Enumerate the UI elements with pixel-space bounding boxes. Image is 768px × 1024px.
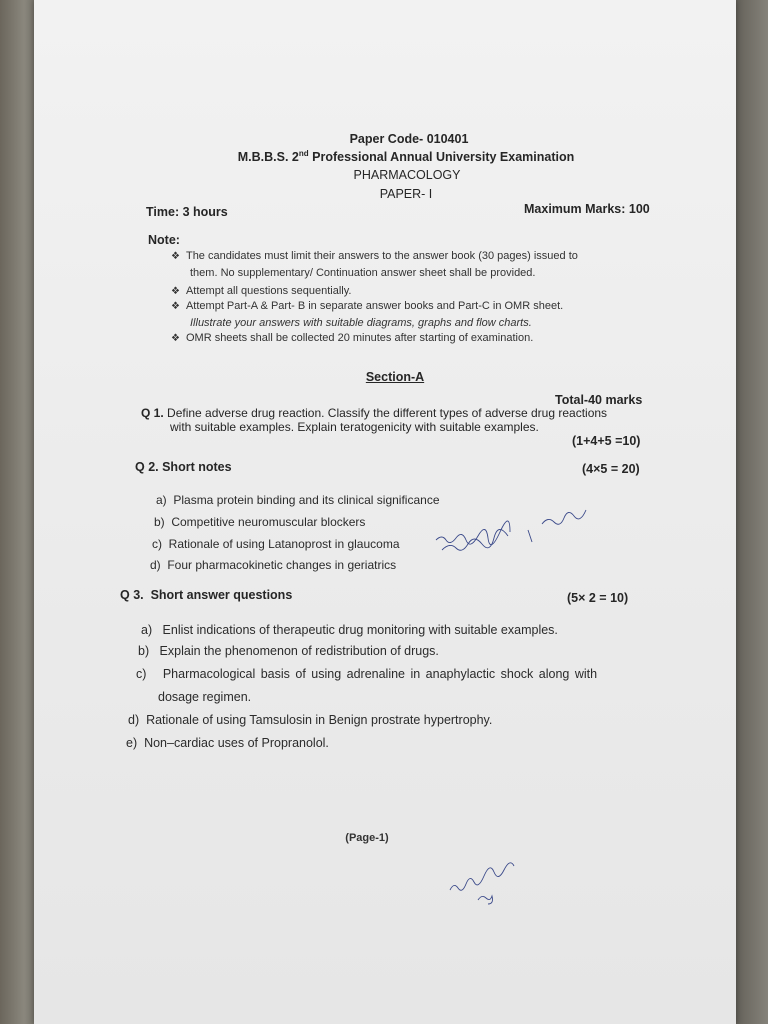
question-3-title: Q 3. Short answer questions xyxy=(120,588,293,602)
maximum-marks: Maximum Marks: 100 xyxy=(524,202,650,216)
paper-code: Paper Code- 010401 xyxy=(349,132,469,146)
section-title: Section-A xyxy=(365,370,425,384)
handwritten-annotation xyxy=(432,500,592,560)
exam-time: Time: 3 hours xyxy=(146,205,228,219)
question-2-item: d) Four pharmacokinetic changes in geriatrics xyxy=(150,558,397,572)
question-1-marks: (1+4+5 =10) xyxy=(572,434,641,448)
note-item: ❖ The candidates must limit their answers to the answer book (30 pages) issued to xyxy=(171,250,578,262)
note-item: ❖ Attempt Part-A & Part- B in separate answer books and Part-C in OMR sheet. xyxy=(171,300,564,312)
note-item: ❖ Attempt all questions sequentially. xyxy=(171,285,352,297)
question-2-item: c) Rationale of using Latanoprost in glaucoma xyxy=(152,537,400,551)
section-total-marks: Total-40 marks xyxy=(555,393,643,407)
question-3-item: e) Non–cardiac uses of Propranolol. xyxy=(126,736,329,750)
question-3-item: b) Explain the phenomenon of redistribution of drugs. xyxy=(138,644,439,658)
question-2-title: Q 2. Short notes xyxy=(135,460,232,474)
question-1-continuation: with suitable examples. Explain teratogenicity with suitable examples. xyxy=(170,420,539,434)
diamond-bullet-icon: ❖ xyxy=(171,301,180,312)
paper-number: PAPER- I xyxy=(379,187,433,201)
note-item-continuation: Illustrate your answers with suitable diagrams, graphs and flow charts. xyxy=(190,317,532,329)
diamond-bullet-icon: ❖ xyxy=(171,333,180,344)
page-number: (Page-1) xyxy=(345,832,389,844)
question-1: Q 1. Define adverse drug reaction. Classify the different types of adverse drug reactions xyxy=(141,406,608,420)
subject-title: PHARMACOLOGY xyxy=(353,168,461,182)
question-2-item: b) Competitive neuromuscular blockers xyxy=(154,515,366,529)
note-title: Note: xyxy=(148,233,180,247)
exam-title: M.B.B.S. 2nd Professional Annual University Examination xyxy=(237,149,575,165)
question-3-marks: (5× 2 = 10) xyxy=(567,591,629,605)
question-3-item: d) Rationale of using Tamsulosin in Benign prostrate hypertrophy. xyxy=(128,713,493,727)
exam-paper-sheet xyxy=(34,0,736,1024)
diamond-bullet-icon: ❖ xyxy=(171,251,180,262)
question-3-item: c) Pharmacological basis of using adrenaline in anaphylactic shock along with xyxy=(136,667,598,681)
diamond-bullet-icon: ❖ xyxy=(171,286,180,297)
question-3-item-continuation: dosage regimen. xyxy=(158,690,252,704)
note-item: ❖ OMR sheets shall be collected 20 minutes after starting of examination. xyxy=(171,332,534,344)
question-3-item: a) Enlist indications of therapeutic drug monitoring with suitable examples. xyxy=(141,623,558,637)
note-item-continuation: them. No supplementary/ Continuation answer sheet shall be provided. xyxy=(190,267,536,279)
handwritten-scribble xyxy=(444,862,534,910)
question-2-marks: (4×5 = 20) xyxy=(582,462,640,476)
question-2-item: a) Plasma protein binding and its clinical significance xyxy=(156,493,440,507)
